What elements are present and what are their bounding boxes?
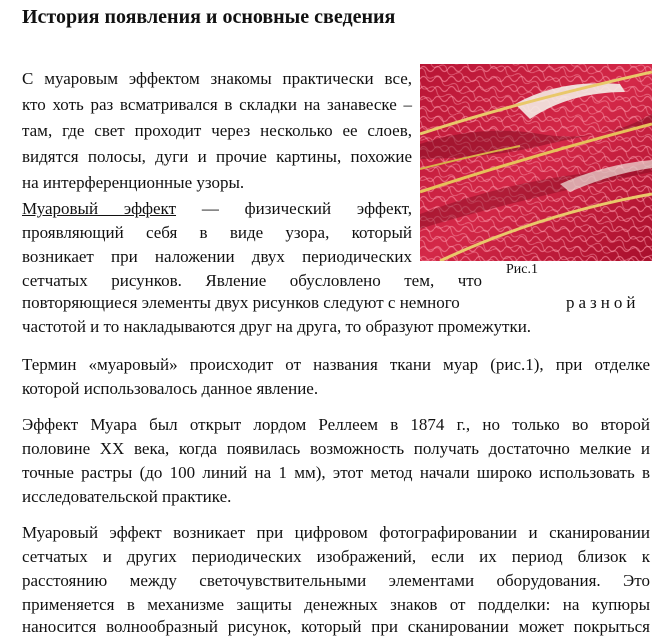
- paragraph-2-line: проявляющий себя в виде узора, который: [22, 223, 412, 242]
- moire-fabric-image: [420, 64, 652, 261]
- paragraph-5-line: применяется в механизме защиты денежных знаков от подделки: на купюры: [22, 595, 650, 614]
- paragraph-2-line: возникает при наложении двух периодических: [22, 247, 412, 266]
- paragraph-3-line: Термин «муаровый» происходит от названия ткани муар (рис.1), при отделке: [22, 355, 650, 374]
- paragraph-5-line: Муаровый эффект возникает при цифровом фотографировании и сканировании: [22, 523, 650, 542]
- paragraph-5-line: наносится волнообразный рисунок, который при сканировании может покрыться: [22, 617, 650, 636]
- paragraph-1-line: видятся полосы, дуги и прочие картины, похожие: [22, 147, 412, 166]
- paragraph-2-line: частотой и то накладываются друг на друга, то образуют промежутки.: [22, 317, 532, 336]
- paragraph-4-line: точные растры (до 100 линий на 1 мм), этот метод начали широко использовать в: [22, 463, 650, 482]
- paragraph-2-line: сетчатых рисунков. Явление обусловлено тем, что: [22, 271, 482, 290]
- paragraph-2-line-end: разной: [566, 293, 640, 312]
- paragraph-1-line: С муаровым эффектом знакомы практически все,: [22, 69, 412, 88]
- paragraph-1-line: там, где свет проходит через несколько ее слоев,: [22, 121, 412, 140]
- paragraph-5-line: сетчатых и других периодических изображений, если их период близок к: [22, 547, 650, 566]
- definition-start: — физический эффект,: [201, 199, 412, 218]
- paragraph-4-line: Эффект Муара был открыт лордом Реллеем в 1874 г., но только во второй: [22, 415, 650, 434]
- paragraph-3-line: которой использовалось данное явление.: [22, 379, 319, 398]
- paragraph-4-line: исследовательской практике.: [22, 487, 232, 506]
- paragraph-1-line: кто хоть раз всматривался в складки на занавеске –: [22, 95, 412, 114]
- paragraph-2-line: [22, 196, 412, 222]
- paragraph-5-line: расстоянию между светочувствительными элементами оборудования. Это: [22, 571, 650, 590]
- paragraph-1-line: на интерференционные узоры.: [22, 173, 245, 192]
- paragraph-2-line: повторяющиеся элементы двух рисунков следуют с немного: [22, 293, 460, 312]
- page-title: История появления и основные сведения: [22, 6, 396, 28]
- figure-caption: Рис.1: [506, 262, 538, 277]
- term-moire-effect: Муаровый эффект: [22, 199, 177, 218]
- paragraph-4-line: половине XX века, когда появилась возможность получать достаточно мелкие и: [22, 439, 650, 458]
